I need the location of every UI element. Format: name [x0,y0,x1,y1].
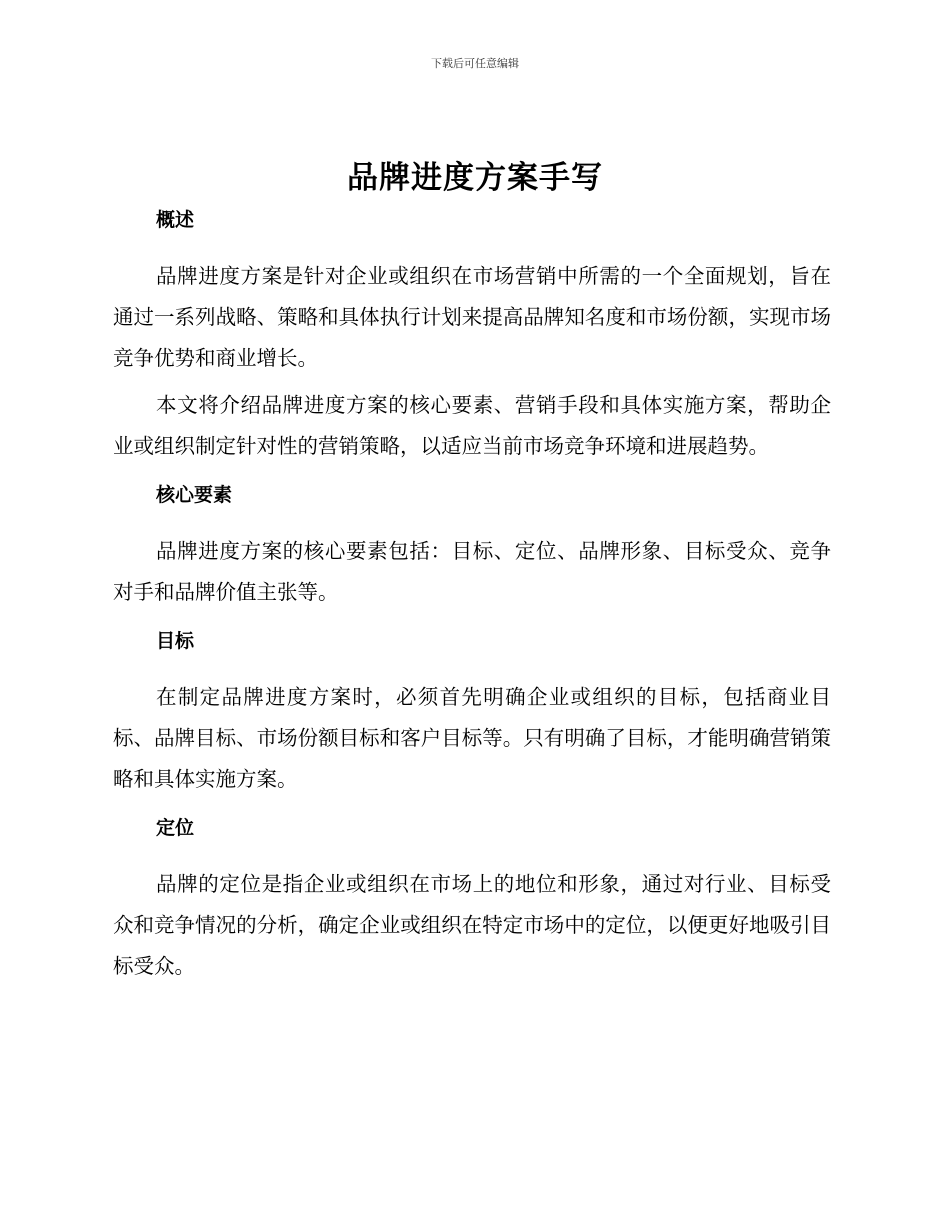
section-heading-core: 核心要素 [156,484,233,506]
paragraph: 品牌进度方案是针对企业或组织在市场营销中所需的一个全面规划，旨在通过一系列战略、策略和具体执行计划来提高品牌知名度和市场份额，实现市场竞争优势和商业增长。 [113,264,831,370]
paragraph: 本文将介绍品牌进度方案的核心要素、营销手段和具体实施方案，帮助企业或组织制定针对性的营销策略，以适应当前市场竞争环境和进展趋势。 [113,393,831,458]
header-note: 下载后可任意编辑 [431,57,519,70]
section-heading-overview: 概述 [156,209,195,231]
document-title: 品牌进度方案手写 [347,160,603,196]
paragraph: 在制定品牌进度方案时，必须首先明确企业或组织的目标，包括商业目标、品牌目标、市场份额目标和客户目标等。只有明确了目标，才能明确营销策略和具体实施方案。 [113,685,831,791]
section-heading-positioning: 定位 [156,817,195,839]
paragraph: 品牌的定位是指企业或组织在市场上的地位和形象，通过对行业、目标受众和竞争情况的分析，确定企业或组织在特定市场中的定位，以便更好地吸引目标受众。 [113,872,831,978]
paragraph: 品牌进度方案的核心要素包括：目标、定位、品牌形象、目标受众、竞争对手和品牌价值主张等。 [113,539,831,604]
document-body [113,204,831,987]
section-heading-goal: 目标 [156,630,195,652]
